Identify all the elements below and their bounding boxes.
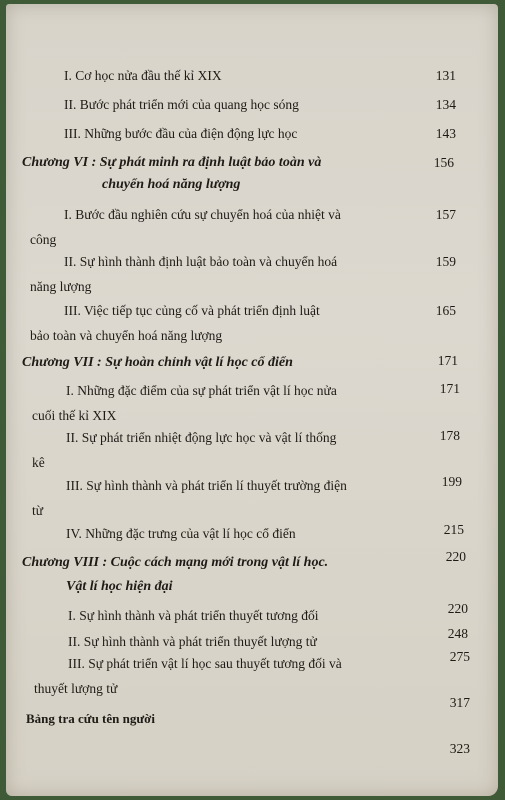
toc-page-number-final: 323 (449, 741, 470, 756)
toc-page-number: 171 (437, 353, 458, 368)
toc-page-number: 156 (433, 155, 454, 170)
toc-page-number: 143 (435, 126, 456, 141)
toc-entry-conservation-law: II. Sự hình thành định luật bảo toàn và chuyển hoá (64, 254, 338, 269)
toc-entry-wave-optics: II. Bước phát triển mới của quang học sóng (64, 97, 299, 112)
toc-chapter-7: Chương VII : Sự hoàn chỉnh vật lí học cổ điển (22, 355, 293, 370)
toc-page-number: 159 (435, 254, 456, 269)
toc-entry-heat-work: I. Bước đầu nghiên cứu sự chuyển hoá của nhiệt và (64, 207, 341, 222)
toc-chapter-8: Chương VIII : Cuộc cách mạng mới trong vật lí học. (22, 555, 329, 570)
toc-page-number: 131 (435, 68, 456, 83)
toc-chapter-6-cont: chuyển hoá năng lượng (102, 177, 241, 192)
toc-page-number: 317 (449, 695, 470, 710)
toc-page-number: 165 (435, 303, 456, 318)
toc-entry-electrodynamics: III. Những bước đầu của điện động lực học (64, 126, 298, 141)
toc-entry-field-theory-cont: từ (32, 503, 44, 518)
toc-page-number: 171 (439, 381, 460, 396)
toc-entry-field-theory: III. Sự hình thành và phát triển lí thuyết trường điện (66, 478, 347, 493)
toc-entry-conservation-dev: III. Việc tiếp tục củng cố và phát triển định luật (64, 303, 320, 318)
toc-index: Bảng tra cứu tên người (26, 711, 155, 726)
toc-entry-thermodynamics: II. Sự phát triển nhiệt động lực học và vật lí thống (66, 430, 337, 445)
toc-entry-heat-work-cont: công (30, 232, 57, 247)
show-through-text (186, 226, 189, 238)
toc-entry-relativity: I. Sự hình thành và phát triển thuyết tương đối (68, 608, 319, 623)
toc-page-number: 275 (449, 649, 470, 664)
toc-page-number: 220 (445, 549, 466, 564)
toc-entry-mechanics: I. Cơ học nửa đầu thế kỉ XIX (64, 68, 222, 83)
toc-page-number: 134 (435, 97, 456, 112)
toc-entry-quantum: II. Sự hình thành và phát triển thuyết lượng tử (68, 634, 317, 649)
toc-chapter-8-cont: Vật lí học hiện đại (66, 579, 173, 594)
toc-page-number: 220 (447, 601, 468, 616)
toc-entry-late-19th: I. Những đặc điểm của sự phát triển vật lí học nửa (66, 383, 337, 398)
toc-entry-classical-features: IV. Những đặc trưng của vật lí học cổ điển (66, 526, 296, 541)
toc-entry-after-quantum: III. Sự phát triển vật lí học sau thuyết tương đối và (68, 656, 342, 671)
toc-page-number: 199 (441, 474, 462, 489)
toc-entry-thermodynamics-cont: kê (32, 455, 45, 470)
toc-page-number: 248 (447, 626, 468, 641)
toc-page-number: 157 (435, 207, 456, 222)
toc-entry-conservation-dev-cont: bảo toàn và chuyển hoá năng lượng (30, 328, 223, 343)
toc-page-number: 178 (439, 428, 460, 443)
toc-page-number: 215 (443, 522, 464, 537)
toc-chapter-6: Chương VI : Sự phát minh ra định luật bảo toàn và (22, 155, 322, 170)
toc-entry-conservation-law-cont: năng lượng (30, 279, 92, 294)
toc-entry-after-quantum-cont: thuyết lượng tử (34, 681, 118, 696)
book-page (6, 4, 498, 796)
toc-entry-late-19th-cont: cuối thế kỉ XIX (32, 408, 117, 423)
